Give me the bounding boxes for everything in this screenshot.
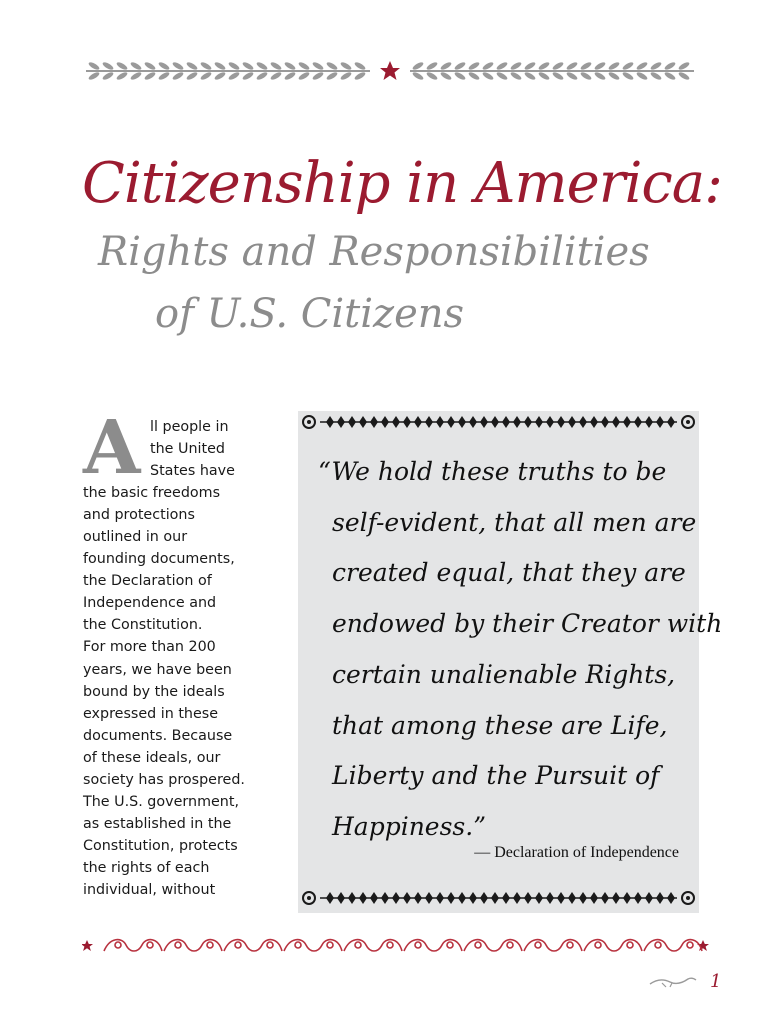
body-line: Constitution, protects xyxy=(83,837,238,854)
body-line: society has prospered. xyxy=(83,771,245,788)
page-title: Citizenship in America: xyxy=(82,151,723,216)
vine-border-top xyxy=(298,411,699,433)
quote-line: “We hold these truths to be xyxy=(318,457,667,486)
body-line: the Constitution. xyxy=(83,617,203,634)
body-line: of these ideals, our xyxy=(83,749,221,766)
quote-line: self-evident, that all men are xyxy=(332,507,697,537)
body-line: documents. Because xyxy=(83,727,233,744)
body-line: the rights of each xyxy=(83,859,210,876)
body-line: as established in the xyxy=(83,815,232,832)
body-line: outlined in our xyxy=(83,529,188,546)
body-line: individual, without xyxy=(83,881,216,898)
vine-border-bottom xyxy=(298,887,699,909)
body-line: expressed in these xyxy=(83,705,219,722)
body-line: Independence and xyxy=(83,595,217,612)
quote-line: Happiness.” xyxy=(332,811,486,841)
page-subtitle-line2: of U.S. Citizens xyxy=(155,291,465,337)
star-icon xyxy=(82,940,93,951)
quote-line: that among these are Life, xyxy=(332,710,668,740)
quote-line: certain unalienable Rights, xyxy=(332,659,676,689)
quote-line: Liberty and the Pursuit of xyxy=(332,761,660,791)
body-line: For more than 200 xyxy=(83,639,216,656)
body-line: ll people in xyxy=(150,419,229,435)
body-line: bound by the ideals xyxy=(83,683,225,700)
body-line: years, we have been xyxy=(83,661,232,678)
body-line: the Declaration of xyxy=(83,573,212,590)
body-line: The U.S. government, xyxy=(83,793,240,810)
flourish-icon xyxy=(648,975,698,989)
body-line: States have xyxy=(150,463,235,480)
body-paragraph xyxy=(83,405,283,901)
declaration-quote xyxy=(318,447,723,853)
quote-attribution: — Declaration of Independence xyxy=(474,844,679,861)
quote-line: endowed by their Creator with xyxy=(332,609,723,639)
quote-line: created equal, that they are xyxy=(332,558,686,588)
body-line: founding documents, xyxy=(83,551,235,568)
laurel-star-ornament xyxy=(80,58,700,84)
body-line: the United xyxy=(150,441,225,458)
page-number: 1 xyxy=(710,971,722,992)
star-icon xyxy=(380,61,400,80)
page-subtitle-line1: Rights and Responsibilities xyxy=(98,229,650,275)
body-line: the basic freedoms xyxy=(83,485,221,502)
drop-cap: A xyxy=(83,405,141,491)
body-line: and protections xyxy=(83,507,195,524)
quote-box xyxy=(298,411,723,913)
scroll-ornament xyxy=(82,933,712,959)
